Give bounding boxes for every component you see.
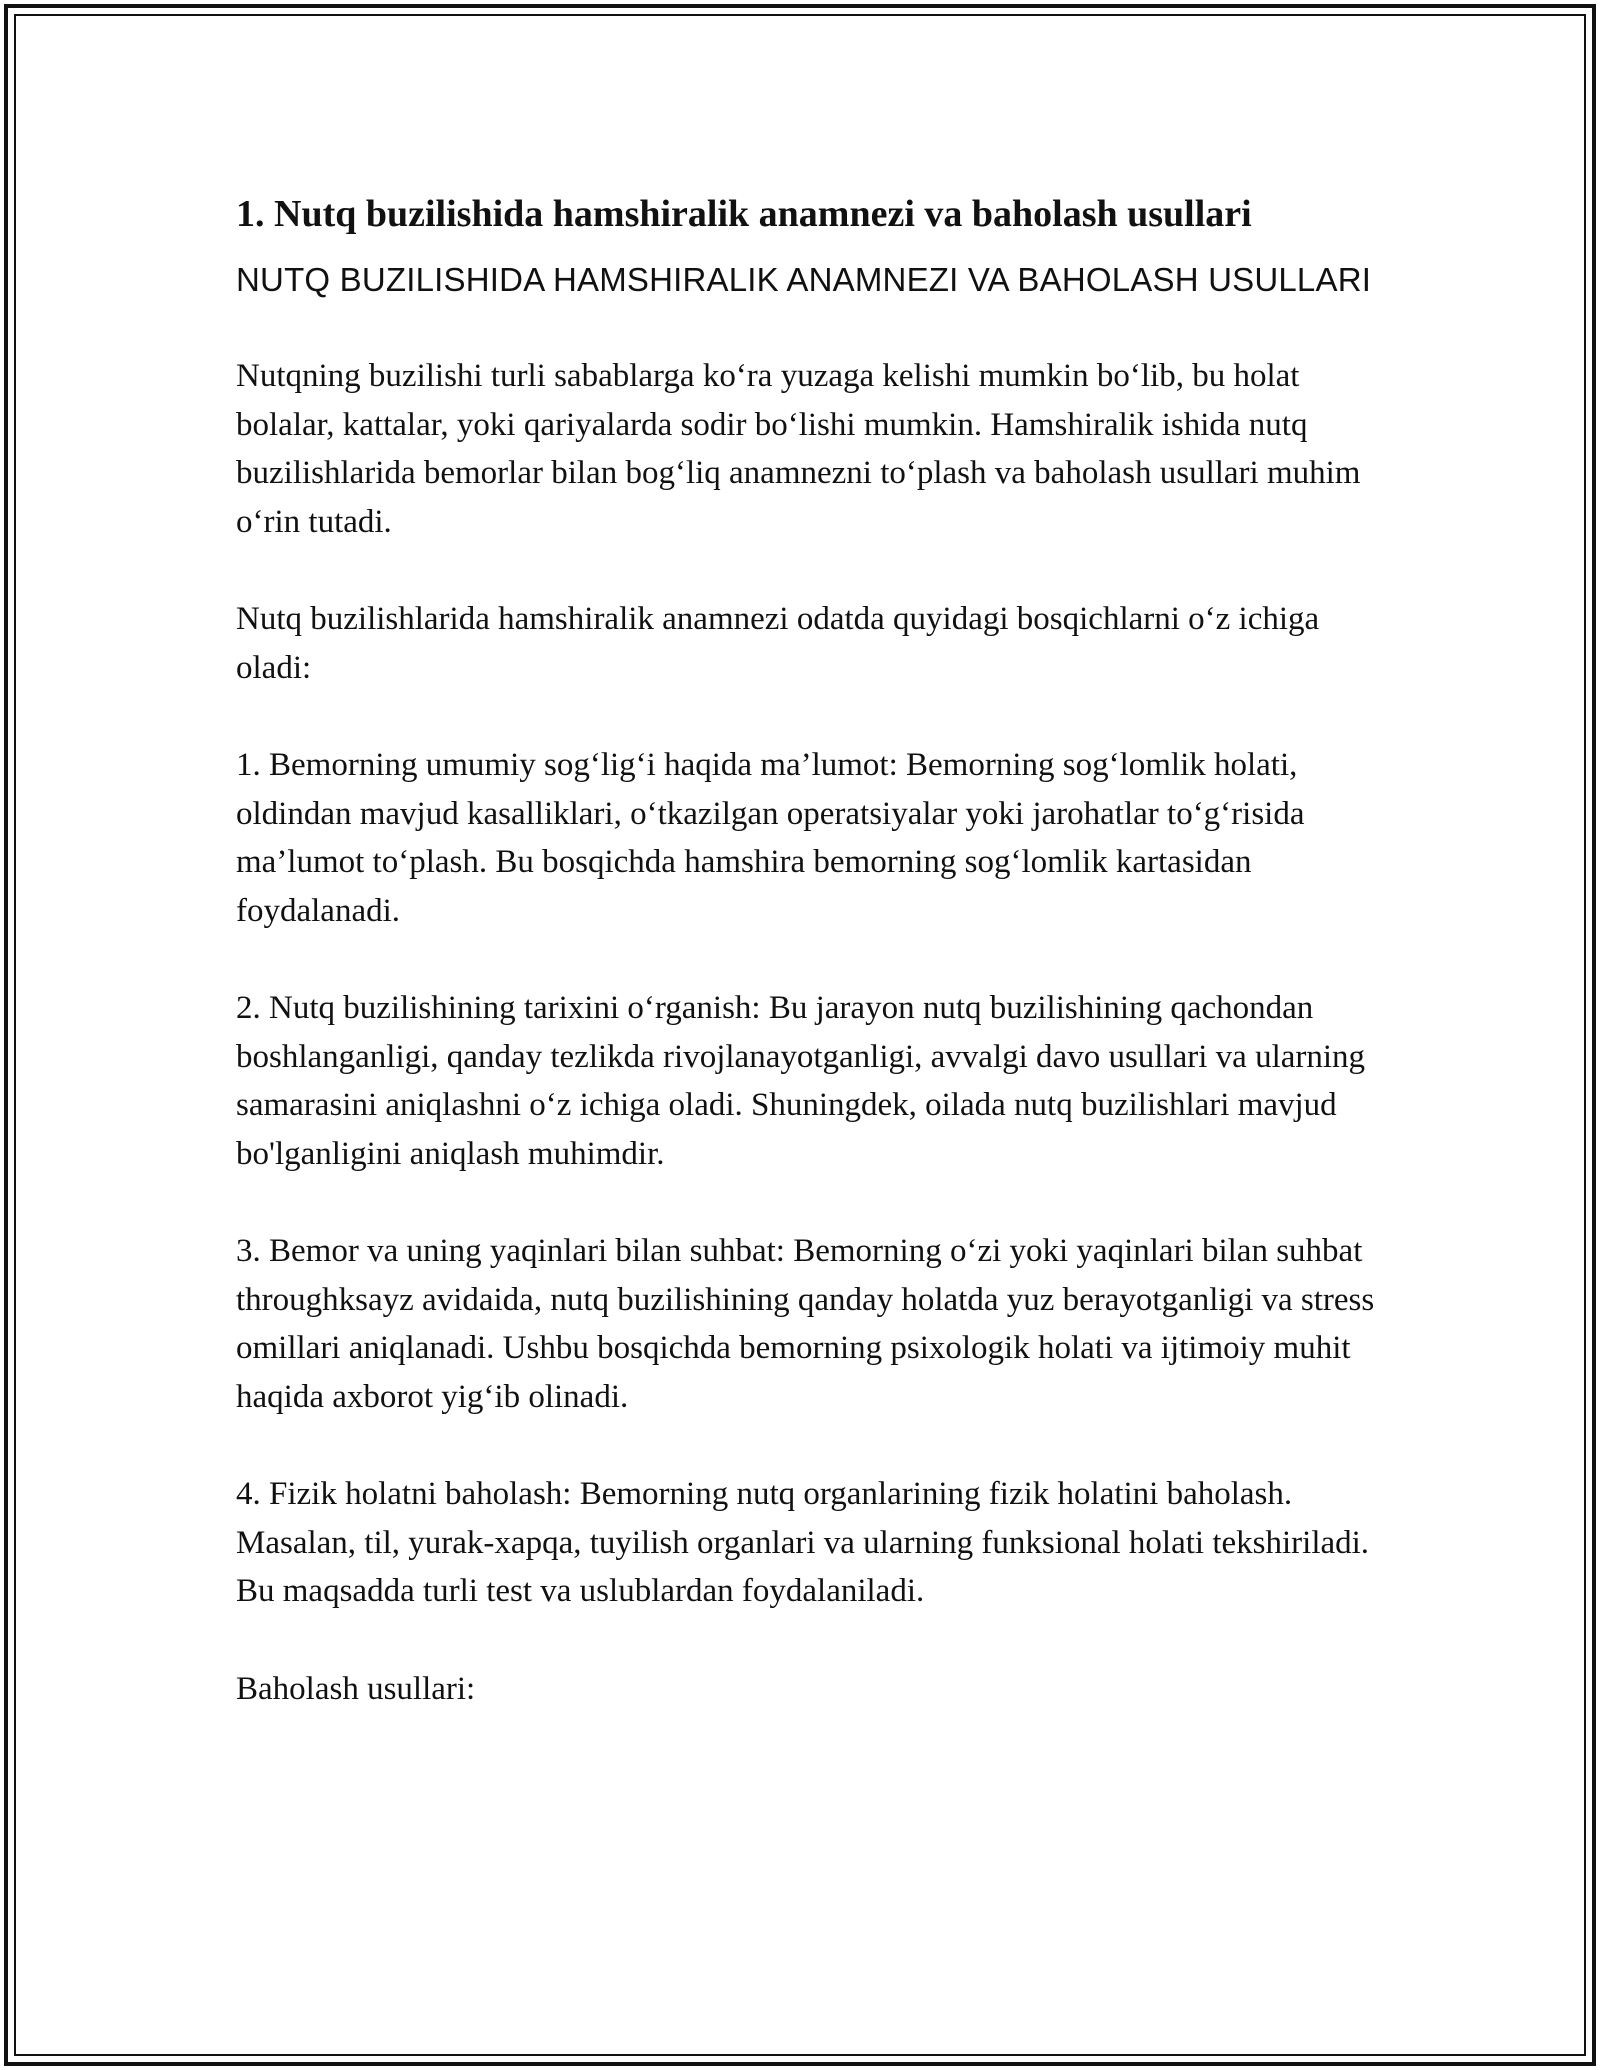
paragraph-intro: Nutqning buzilishi turli sabablarga ko‘ra yuzaga kelishi mumkin bo‘lib, bu holat bolalar, kattalar, yoki qariyalarda sodir bo‘lishi mumkin. Hamshiralik ishida nutq buzilishlarida bemorlar bilan bog‘liq anamnezni to‘plash va baholash usullari muhim o‘rin tutadi. — [236, 358, 1361, 540]
paragraph-stages-intro: Nutq buzilishlarida hamshiralik anamnezi odatda quyidagi bosqichlarni o‘z ichiga oladi: — [236, 601, 1320, 686]
paragraph-stage-2: 2. Nutq buzilishining tarixini o‘rganish: Bu jarayon nutq buzilishining qachondan boshlanganligi, qanday tezlikda rivojlanayotganligi, avvalgi davo usullari va ularning samarasini aniqlashni o‘z ichiga oladi. Shuningdek, oilada nutq buzilishlari mavjud bo'lganligini aniqlash muhimdir. — [236, 990, 1366, 1172]
document-body — [236, 188, 1376, 1713]
paragraph-stage-3: 3. Bemor va uning yaqinlari bilan suhbat: Bemorning o‘zi yoki yaqinlari bilan suhbat throughksayz avidaida, nutq buzilishining qanday holatda yuz berayotganligi va stress omillari aniqlanadi. Ushbu bosqichda bemorning psixologik holati va ijtimoiy muhit haqida axborot yig‘ib olinadi. — [236, 1233, 1375, 1415]
paragraph-assessment-heading: Baholash usullari: — [236, 1670, 476, 1707]
document-title: 1. Nutq buzilishida hamshiralik anamnezi va baholash usullari — [236, 193, 1252, 235]
paragraph-stage-4: 4. Fizik holatni baholash: Bemorning nutq organlarining fizik holatini baholash. Masalan, til, yurak-xapqa, tuyilish organlari va ularning funksional holati tekshiriladi. Bu maqsadda turli test va uslublardan foydalaniladi. — [236, 1476, 1370, 1609]
document-subtitle: NUTQ BUZILISHIDA HAMSHIRALIK ANAMNEZI VA BAHOLASH USULLARI — [236, 261, 1372, 298]
paragraph-stage-1: 1. Bemorning umumiy sog‘lig‘i haqida ma’lumot: Bemorning sog‘lomlik holati, oldindan mavjud kasalliklari, o‘tkazilgan operatsiyalar yoki jarohatlar to‘g‘risida ma’lumot to‘plash. Bu bosqichda hamshira bemorning sog‘lomlik kartasidan foydalanadi. — [236, 747, 1305, 929]
